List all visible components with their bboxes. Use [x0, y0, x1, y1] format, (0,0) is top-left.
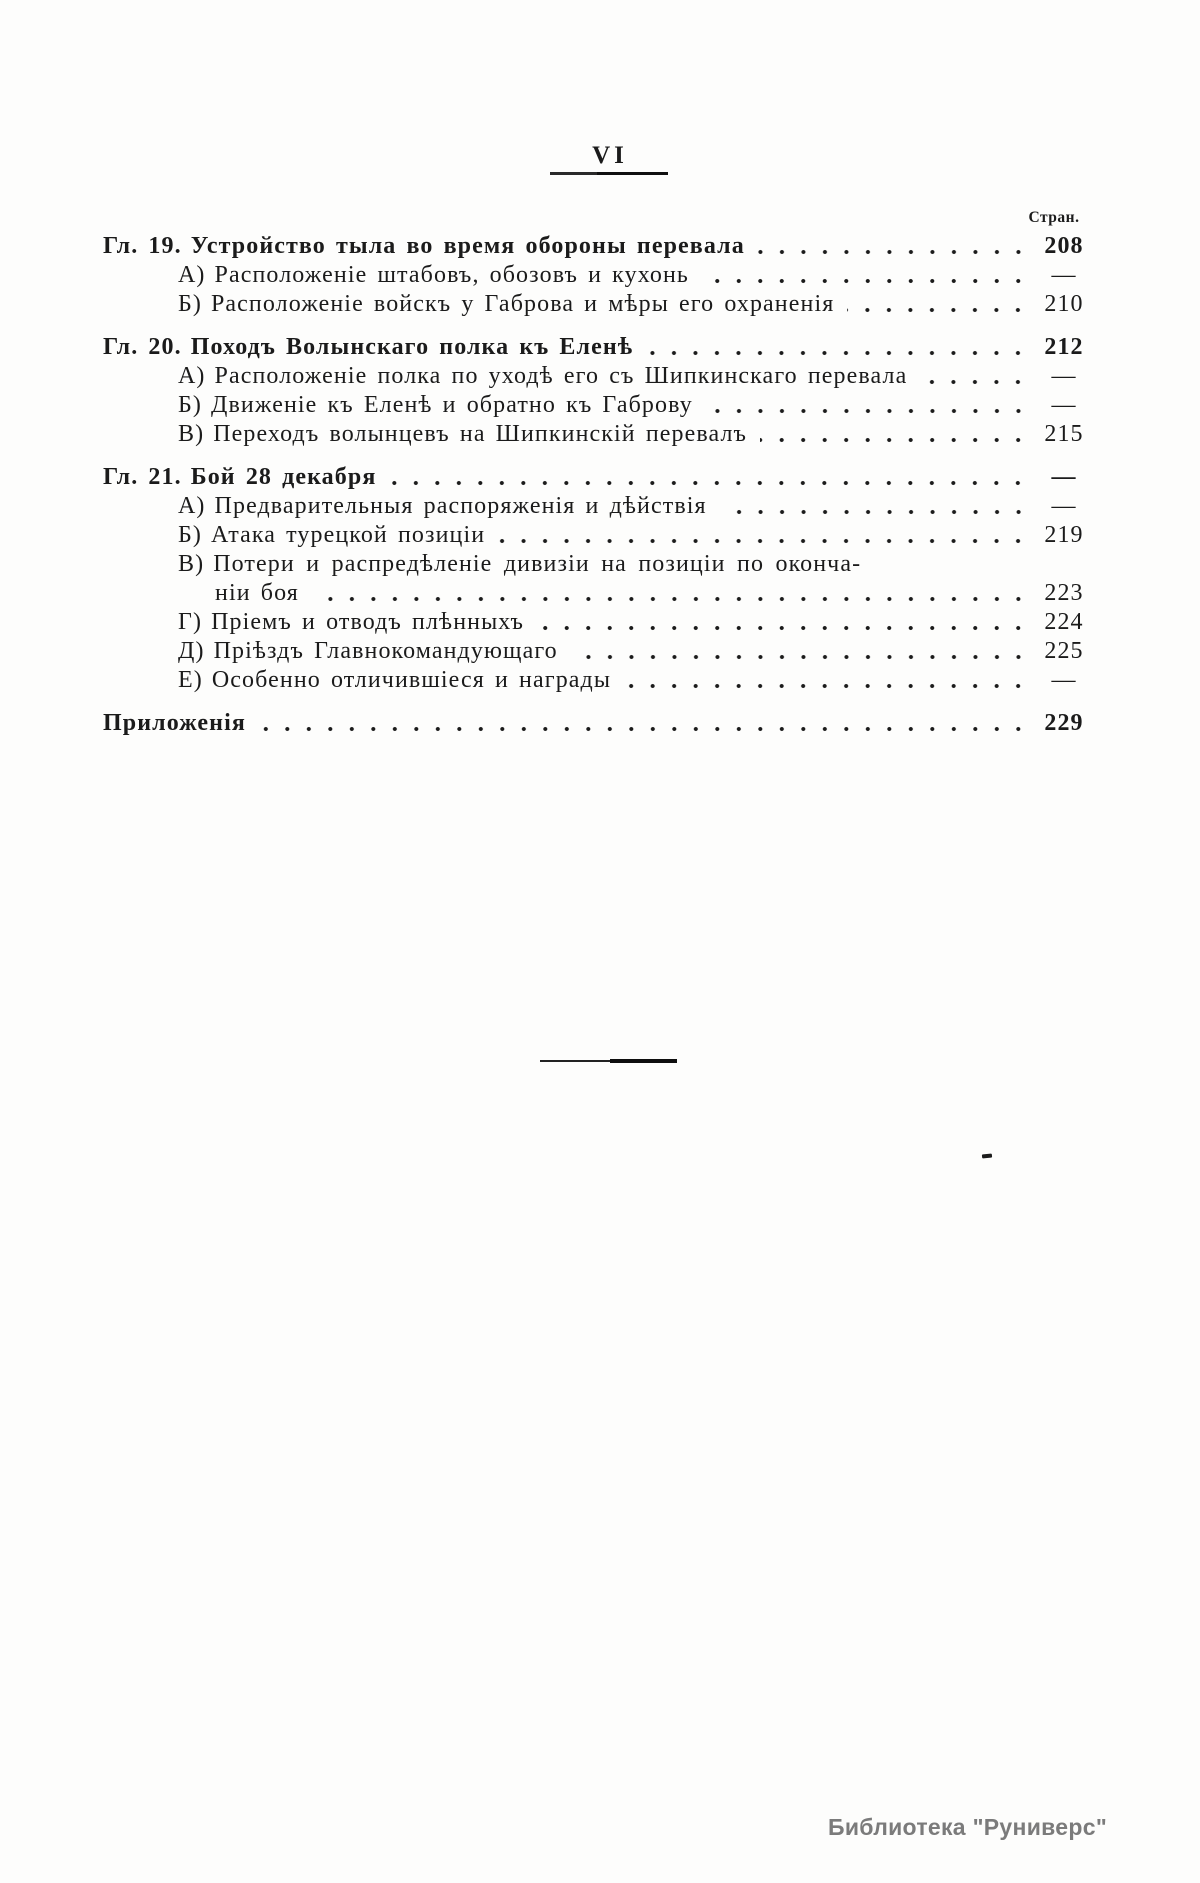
entry-page: —	[1051, 667, 1077, 693]
toc-entry	[103, 463, 1093, 492]
toc-entry	[103, 232, 1093, 261]
table-of-contents	[103, 232, 1093, 738]
entry-page: 223	[1044, 580, 1084, 606]
entry-page: 208	[1044, 233, 1084, 259]
entry-prefix: Гл. 20.	[103, 334, 182, 360]
toc-entry	[103, 666, 1093, 695]
entry-title: Пріемъ и отводъ плѣнныхъ	[211, 609, 525, 635]
toc-entry	[103, 492, 1093, 521]
dot-leader	[760, 436, 1029, 444]
entry-title: Расположеніе полка по уходѣ его съ Шипкинскаго перевала	[214, 363, 908, 389]
entry-page: 210	[1044, 291, 1084, 317]
entry-prefix: Е)	[178, 667, 203, 693]
dot-leader	[702, 277, 1029, 285]
entry-title: Особенно отличившіеся и награды	[211, 667, 612, 693]
entry-prefix: В)	[178, 421, 205, 447]
library-watermark: Библиотека "Руниверс"	[828, 1814, 1108, 1840]
entry-title: ніи боя	[215, 580, 299, 606]
entry-title: Движеніе къ Еленѣ и обратно къ Габрову	[210, 392, 693, 418]
entry-page: —	[1051, 493, 1077, 519]
entry-title: Бой 28 декабря	[190, 464, 377, 490]
toc-entry	[103, 550, 1093, 579]
dot-leader	[758, 248, 1029, 256]
toc-entry	[103, 261, 1093, 290]
entry-page: 225	[1044, 638, 1084, 664]
entry-prefix: В)	[178, 551, 205, 577]
entry-title: Пріѣздъ Главнокомандующаго	[213, 638, 558, 664]
entry-page: 224	[1044, 609, 1084, 635]
entry-page: —	[1051, 464, 1077, 490]
entry-prefix: Б)	[178, 522, 202, 548]
section-divider-rule	[540, 1058, 677, 1063]
entry-title: Предварительныя распоряженія и дѣйствія	[214, 493, 707, 519]
entry-title: Расположеніе войскъ у Габрова и мѣры его охраненія	[210, 291, 835, 317]
folio: VI	[592, 142, 628, 169]
entry-title: Устройство тыла во время обороны перевала	[190, 233, 745, 259]
dot-leader	[537, 624, 1029, 632]
entry-page: —	[1051, 262, 1077, 288]
entry-prefix: Д)	[178, 638, 205, 664]
entry-page: —	[1051, 392, 1077, 418]
entry-title: Походъ Волынскаго полка къ Еленѣ	[190, 334, 634, 360]
entry-page: 219	[1044, 522, 1084, 548]
toc-entry	[103, 579, 1093, 608]
entry-title: Переходъ волынцевъ на Шипкинскій перевалъ	[213, 421, 748, 447]
entry-title: Атака турецкой позиціи	[210, 522, 486, 548]
entry-prefix: Г)	[178, 609, 203, 635]
entry-title: Потери и распредѣленіе дивизіи на позиціи по оконча-	[213, 551, 862, 577]
entry-prefix: А)	[178, 262, 206, 288]
page-column-header: Стран.	[1028, 209, 1080, 226]
toc-entry	[103, 521, 1093, 550]
entry-page: —	[1051, 363, 1077, 389]
entry-title: Расположеніе штабовъ, обозовъ и кухонь	[214, 262, 689, 288]
toc-entry	[103, 608, 1093, 637]
ink-speck	[982, 1153, 992, 1158]
dot-leader	[571, 653, 1029, 661]
dot-leader	[389, 479, 1029, 487]
toc-entry	[103, 290, 1093, 319]
toc-entry	[103, 362, 1093, 391]
toc-entry	[103, 391, 1093, 420]
dot-leader	[847, 306, 1029, 314]
entry-prefix: Гл. 19.	[103, 233, 182, 259]
toc-entry	[103, 333, 1093, 362]
dot-leader	[706, 407, 1029, 415]
dot-leader	[259, 725, 1029, 733]
dot-leader	[624, 682, 1029, 690]
dot-leader	[720, 508, 1029, 516]
entry-prefix: А)	[178, 493, 206, 519]
folio-rule	[550, 172, 668, 175]
entry-prefix: Гл. 21.	[103, 464, 182, 490]
dot-leader	[498, 537, 1029, 545]
dot-leader	[920, 378, 1029, 386]
entry-page: 215	[1044, 421, 1084, 447]
dot-leader	[646, 349, 1029, 357]
toc-entry	[103, 637, 1093, 666]
entry-page: 212	[1044, 334, 1084, 360]
toc-entry	[103, 420, 1093, 449]
entry-title: Приложенія	[103, 710, 246, 736]
dot-leader	[312, 595, 1029, 603]
entry-page: 229	[1044, 710, 1084, 736]
entry-prefix: Б)	[178, 291, 202, 317]
toc-entry	[103, 709, 1093, 738]
entry-prefix: Б)	[178, 392, 202, 418]
entry-prefix: А)	[178, 363, 206, 389]
